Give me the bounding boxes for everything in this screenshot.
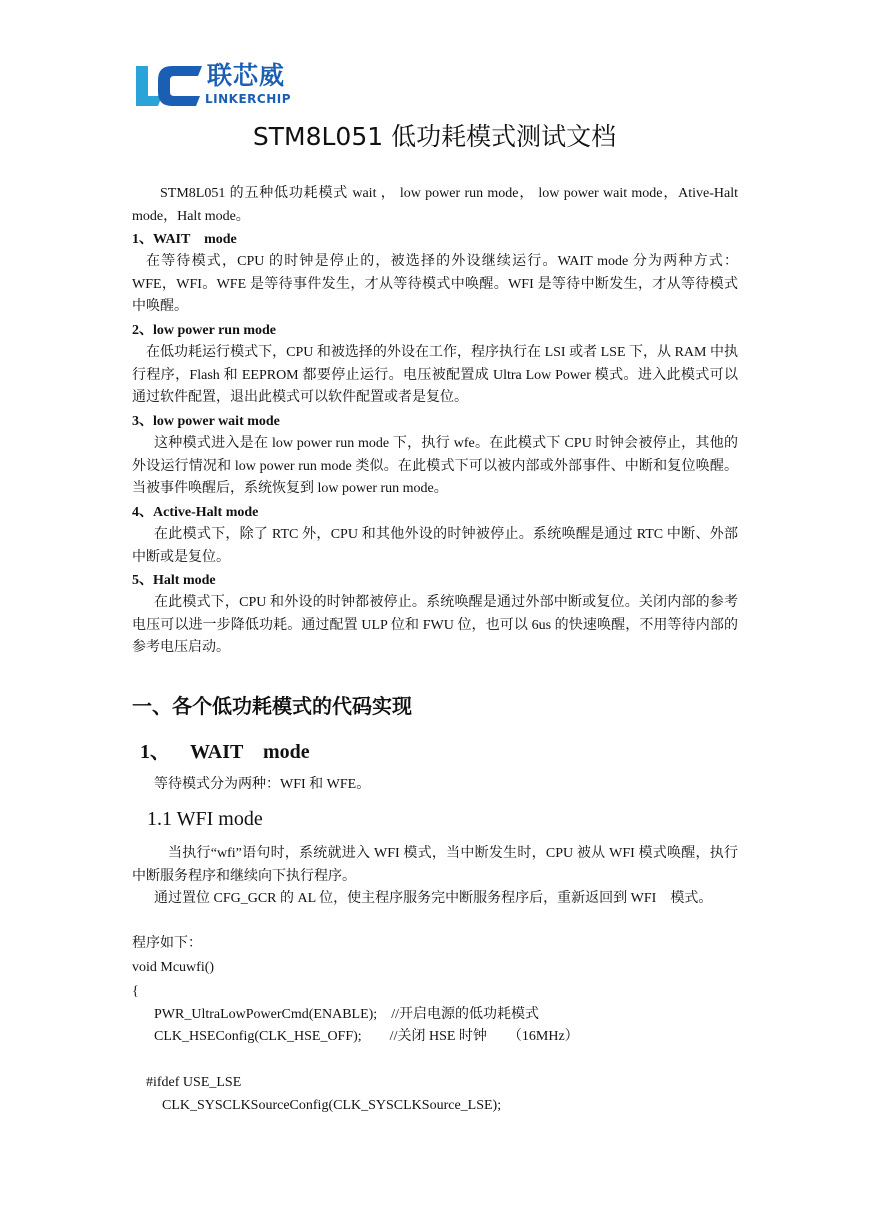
mode-2-text: 在低功耗运行模式下，CPU 和被选择的外设在工作，程序执行在 LSI 或者 LSE 下，从 RAM 中执行程序，Flash 和 EEPROM 都要停止运行。电压被配置成 Ultra Low Power 模式。进入此模式可以通过软件配置，退出此模式可以软件配置或者是复位。 (132, 345, 738, 405)
document-title: STM8L051 低功耗模式测试文档 (252, 122, 617, 151)
mode-3-text: 这种模式进入是在 low power run mode 下，执行 wfe。在此模式下 CPU 时钟会被停止，其他的外设运行情况和 low power run mode 类似。在此模式下可以被内部或外部事件、中断和复位唤醒。当被事件唤醒后，系统恢复到 low power run mode。 (132, 436, 738, 496)
mode-2-heading: 2、low power run mode (132, 323, 277, 338)
mode-1-text: 在等待模式，CPU 的时钟是停止的，被选择的外设继续运行。WAIT mode 分为两种方式：WFE，WFI。WFE 是等待事件发生，才从等待模式中唤醒。WFI 是等待中断发生，才从等待模式中唤醒。 (132, 254, 738, 314)
code-line-4: CLK_HSEConfig(CLK_HSE_OFF); //关闭 HSE 时钟 （16MHz） (154, 1029, 579, 1044)
code-line-1: void Mcuwfi() (132, 960, 215, 975)
intro-paragraph: STM8L051 的五种低功耗模式 wait ， low power run mode， low power wait mode，Ative-Halt mode，Halt mode。 (132, 186, 738, 224)
mode-4-heading: 4、Active-Halt mode (132, 505, 259, 520)
mode-1-heading: 1、WAIT mode (132, 232, 237, 247)
subsection-number: 1、 (140, 741, 170, 763)
wfi-paragraph-1: 当执行“wfi”语句时，系统就进入 WFI 模式，当中断发生时，CPU 被从 WFI 模式唤醒，执行中断服务程序和继续向下执行程序。 (132, 846, 738, 884)
company-logo (132, 62, 298, 110)
lc-logo-mark-icon (132, 62, 204, 110)
logo-chinese-name: 联芯威 (207, 61, 286, 90)
subsection-title: WAIT mode (190, 741, 310, 763)
code-line-3: PWR_UltraLowPowerCmd(ENABLE); //开启电源的低功耗模式 (154, 1007, 539, 1022)
subsection-heading (140, 738, 310, 766)
wfi-paragraph-2: 通过置位 CFG_GCR 的 AL 位，使主程序服务完中断服务程序后，重新返回到 WFI 模式。 (154, 891, 713, 906)
subsubsection-heading: 1.1 WFI mode (147, 808, 263, 830)
code-line-6: CLK_SYSCLKSourceConfig(CLK_SYSCLKSource_LSE); (162, 1098, 502, 1113)
mode-4-text: 在此模式下，除了 RTC 外，CPU 和其他外设的时钟被停止。系统唤醒是通过 RTC 中断、外部中断或是复位。 (132, 527, 738, 565)
mode-5-heading: 5、Halt mode (132, 573, 216, 588)
subsection-text: 等待模式分为两种：WFI 和 WFE。 (154, 777, 371, 792)
code-line-2: { (132, 984, 139, 999)
mode-3-heading: 3、low power wait mode (132, 414, 280, 429)
code-intro: 程序如下： (132, 936, 202, 951)
mode-5-text: 在此模式下，CPU 和外设的时钟都被停止。系统唤醒是通过外部中断或复位。关闭内部的参考电压可以进一步降低功耗。通过配置 ULP 位和 FWU 位，也可以 6us 的快速唤醒，不用等待内部的参考电压启动。 (132, 595, 738, 655)
code-line-5: #ifdef USE_LSE (146, 1075, 242, 1090)
logo-english-name: LINKERCHIP (205, 92, 291, 106)
section-heading: 一、各个低功耗模式的代码实现 (132, 694, 412, 718)
